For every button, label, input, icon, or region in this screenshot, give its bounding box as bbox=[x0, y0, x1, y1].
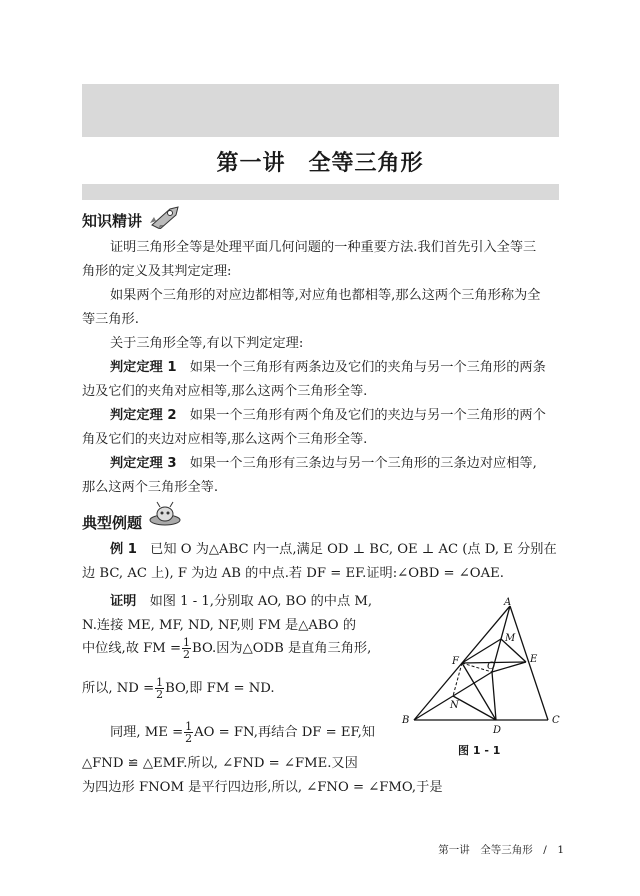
proof-line-1: 证明 如图 1 - 1,分别取 AO, BO 的中点 M, bbox=[110, 594, 373, 609]
edge-ac bbox=[510, 606, 548, 720]
fraction-half: $\frac{1}{2}$ bbox=[185, 720, 193, 745]
point-label-d: D bbox=[493, 725, 502, 736]
page-footer: 第一讲 全等三角形 / 1 bbox=[438, 844, 564, 856]
proof-line-4: 所以, ND = $\frac{1}{2}$ BO,即 FM = ND. bbox=[82, 676, 275, 701]
point-label-e: E bbox=[530, 654, 538, 665]
point-label-c: C bbox=[552, 715, 560, 726]
proof-line-6: △FND ≌ △EMF.所以, ∠FND = ∠FME.又因 bbox=[82, 756, 358, 771]
section-heading-examples: 典型例题 bbox=[82, 514, 143, 532]
point-label-m: M bbox=[505, 633, 516, 644]
header-band-top bbox=[82, 84, 559, 137]
point-label-b: B bbox=[402, 715, 410, 726]
point-label-f: F bbox=[452, 656, 459, 667]
proof-line-5: 同理, ME = $\frac{1}{2}$ AO = FN,再结合 DF = EF,知 bbox=[110, 720, 375, 745]
section-heading-knowledge: 知识精讲 bbox=[82, 212, 143, 230]
example-1-statement: 例 1 已知 O 为△ABC 内一点,满足 OD ⊥ BC, OE ⊥ AC (点 D, E 分别在 边 BC, AC 上), F 为边 AB 的中点.若 DF = EF.证明:∠OBD = ∠OAE. bbox=[82, 542, 557, 581]
point-label-a: A bbox=[504, 597, 512, 608]
geometry-figure bbox=[398, 596, 568, 736]
proof-line-7: 为四边形 FNOM 是平行四边形,所以, ∠FNO = ∠FMO,于是 bbox=[82, 780, 443, 795]
paragraph-intro: 证明三角形全等是处理平面几何问题的一种重要方法.我们首先引入全等三 角形的定义及其判定定理: 如果两个三角形的对应边都相等,对应角也都相等,那么这两个三角形称为全 等三角形. 关于三角形全等,有以下判定定理: 判定定理 1 如果一个三角形有两条边及它们的夹角与另一个三角形的两条 边及它们的夹角对应相等,那么这两个三角形全等. 判定定理 2 如果一个三角形有两个角及它们的夹边与另一个三角形的两个 角及它们的夹边对应相等,那么这两个三角形全等. 判定定理 3 如果一个三角形有三条边与另一个三角形的三条边对应相等, 那么这两个三角形全等. bbox=[82, 240, 546, 495]
proof-line-3: 中位线,故 FM = $\frac{1}{2}$ BO.因为△ODB 是直角三角形, bbox=[82, 636, 372, 661]
point-label-o: O bbox=[487, 661, 496, 672]
segment-od bbox=[492, 672, 496, 720]
point-label-n: N bbox=[450, 700, 459, 711]
header-band-bottom bbox=[82, 184, 559, 200]
proof-line-2: N.连接 ME, MF, ND, NF,则 FM 是△ABO 的 bbox=[82, 618, 357, 633]
fraction-half: $\frac{1}{2}$ bbox=[156, 676, 164, 701]
figure-caption: 图 1 - 1 bbox=[458, 744, 501, 757]
ufo-icon bbox=[148, 500, 182, 530]
fraction-half: $\frac{1}{2}$ bbox=[183, 636, 191, 661]
rocket-icon bbox=[148, 203, 182, 229]
page-title: 第一讲 全等三角形 bbox=[216, 151, 424, 176]
segment-oe bbox=[492, 662, 526, 672]
